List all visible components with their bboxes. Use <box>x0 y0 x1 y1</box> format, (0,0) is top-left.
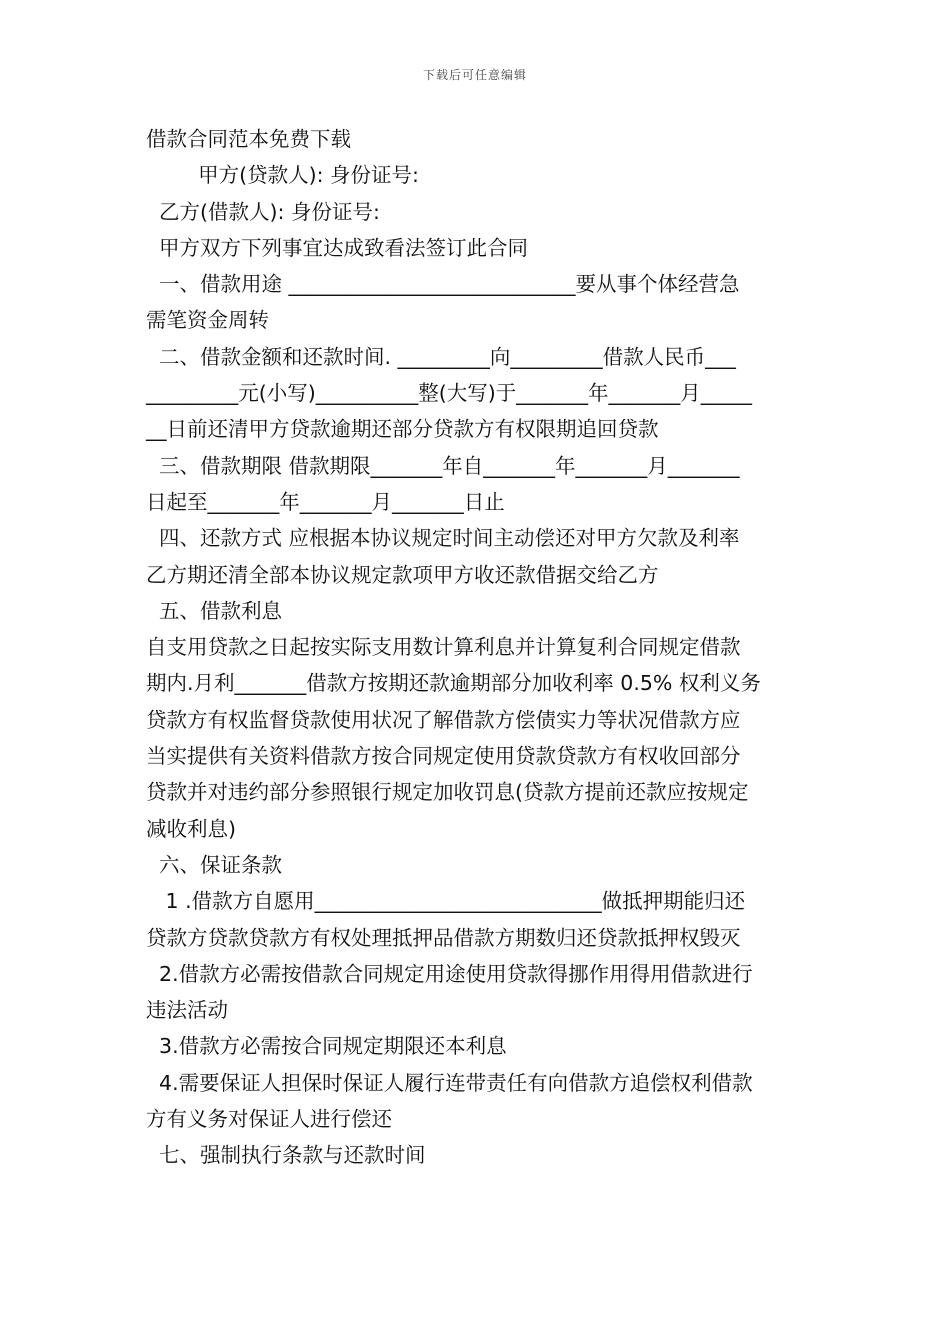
clause-1-line-2: 需笔资金周转 <box>146 308 269 333</box>
clause-5-line-4: 当实提供有关资料借款方按合同规定使用贷款贷款方有权收回部分 <box>146 744 741 769</box>
clause-2-line-2: _________元(小写)__________整(大写)于_______年_______月_____ <box>146 381 752 406</box>
clause-7-heading: 七、强制执行条款与还款时间 <box>146 1143 426 1168</box>
page-header: 下载后可任意编辑 <box>422 68 527 82</box>
clause-6-item-2-line-2: 违法活动 <box>146 998 228 1023</box>
clause-3-line-2: 日起至_______年_______月_______日止 <box>146 489 505 514</box>
clause-5-line-1: 自支用贷款之日起按实际支用数计算利息并计算复利合同规定借款 <box>146 635 741 660</box>
clause-1-line-1: 一、借款用途 ____________________________要从事个体经营急 <box>146 272 740 297</box>
document-body <box>146 121 810 1174</box>
agreement-intro: 甲方双方下列事宜达成致看法签订此合同 <box>146 235 529 260</box>
clause-5-line-5: 贷款并对违约部分参照银行规定加收罚息(贷款方提前还款应按规定 <box>146 780 749 805</box>
clause-5-line-2: 期内.月利_______借款方按期还款逾期部分加收利率 0.5% 权利义务 <box>146 671 761 696</box>
clause-6-item-1-line-1: 1 .借款方自愿用____________________________做抵押期能归还 <box>146 889 746 914</box>
clause-6-item-1-line-2: 贷款方贷款贷款方有权处理抵押品借款方期数归还贷款抵押权毁灭 <box>146 925 741 950</box>
clause-6-item-4-line-2: 方有义务对保证人进行偿还 <box>146 1107 392 1132</box>
clause-5-line-6: 减收利息) <box>146 816 236 841</box>
clause-5-heading: 五、借款利息 <box>146 598 283 623</box>
clause-6-item-4-line-1: 4.需要保证人担保时保证人履行连带责任有向借款方追偿权利借款 <box>146 1070 753 1095</box>
clause-6-item-2-line-1: 2.借款方必需按借款合同规定用途使用贷款得挪作用得用借款进行 <box>146 961 753 986</box>
clause-4-line-1: 四、还款方式 应根据本协议规定时间主动偿还对甲方欠款及利率 <box>146 526 740 551</box>
party-a-line: 甲方(贷款人): 身份证号: <box>146 163 419 188</box>
clause-6-item-3: 3.借款方必需按合同规定期限还本利息 <box>146 1034 507 1059</box>
clause-6-heading: 六、保证条款 <box>146 852 283 877</box>
clause-2-line-3: __日前还清甲方贷款逾期还部分贷款方有权限期追回贷款 <box>146 417 659 442</box>
clause-2-line-1: 二、借款金额和还款时间. _________向_________借款人民币___ <box>146 344 736 369</box>
document-title: 借款合同范本免费下载 <box>146 127 351 151</box>
clause-4-line-2: 乙方期还清全部本协议规定款项甲方收还款借据交给乙方 <box>146 562 659 587</box>
clause-5-line-3: 贷款方有权监督贷款使用状况了解借款方偿债实力等状况借款方应 <box>146 707 741 732</box>
party-b-line: 乙方(借款人): 身份证号: <box>146 199 380 224</box>
clause-3-line-1: 三、借款期限 借款期限_______年自_______年_______月_______ <box>146 453 740 478</box>
